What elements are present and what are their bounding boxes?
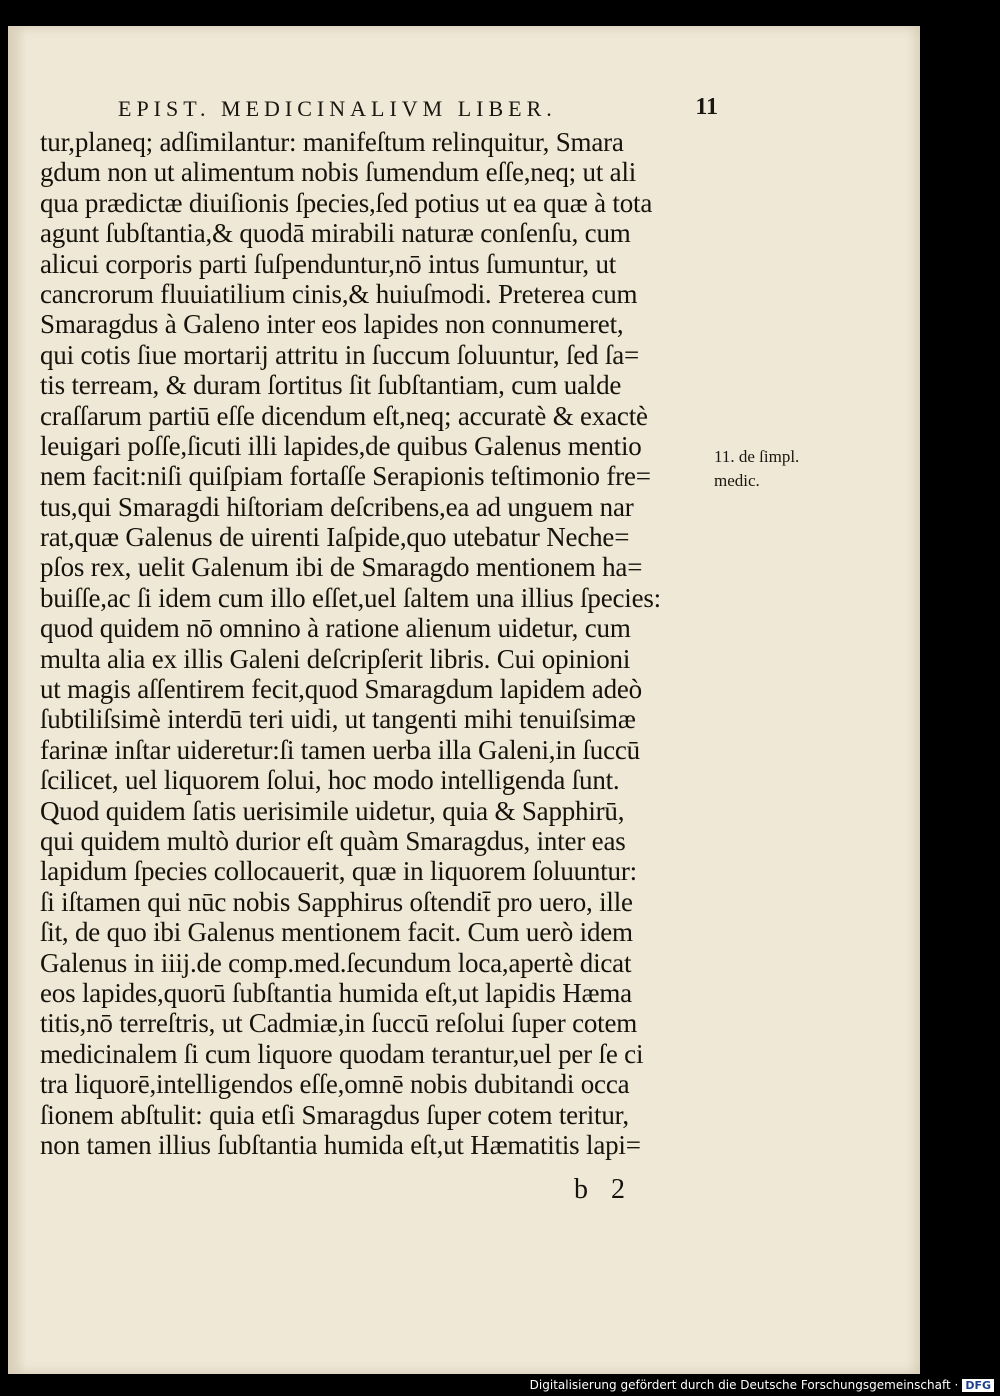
text-line: ſionem abſtulit: quia etſi Smaragdus ſuper cotem teritur, [40,1099,629,1130]
running-header [118,96,718,126]
text-line: tus,qui Smaragdi hiſtoriam deſcribens,ea ad unguem nar [40,491,634,522]
text-line: lapidum ſpecies collocauerit, quæ in liquorem ſoluuntur: [40,856,637,887]
margin-note-line: medic. [714,471,760,490]
text-line: nem facit:niſi quiſpiam fortaſſe Serapionis teſtimonio fre= [40,461,651,492]
text-line: rat,quæ Galenus de uirenti Iaſpide,quo utebatur Neche= [40,522,630,553]
body-text [40,127,708,1160]
text-line: ſcilicet, uel liquorem ſolui, hoc modo intelligenda ſunt. [40,765,620,796]
text-line: ſit, de quo ibi Galenus mentionem facit. Cum uerò idem [40,917,633,948]
text-line: Smaragdus à Galeno inter eos lapides non connumeret, [40,309,624,340]
footer-text: Digitalisierung gefördert durch die Deutsche Forschungsgemeinschaft · [529,1378,959,1392]
text-line: tra liquorē,intelligendos eſſe,omnē nobis dubitandi occa [40,1069,630,1100]
text-line: cancrorum fluuiatilium cinis,& huiuſmodi. Preterea cum [40,278,638,309]
text-line: gdum non ut alimentum nobis ſumendum eſſe,neq; ut ali [40,157,637,188]
text-line: qua prædictæ diuiſionis ſpecies,ſed potius ut ea quæ à tota [40,187,653,218]
text-line: Galenus in iiij.de comp.med.ſecundum loca,apertè dicat [40,947,632,978]
text-line: medicinalem ſi cum liquore quodam terantur,uel per ſe ci [40,1038,644,1069]
text-line: pſos rex, uelit Galenum ibi de Smaragdo mentionem ha= [40,552,643,583]
text-line: alicui corporis parti ſuſpenduntur,nō intus ſumuntur, ut [40,248,617,279]
text-line: craſſarum partiū eſſe dicendum eſt,neq; accuratè & exactè [40,400,648,431]
text-line: non tamen illius ſubſtantia humida eſt,ut Hæmatitis lapi= [40,1129,641,1160]
text-line: farinæ inſtar uideretur:ſi tamen uerba illa Galeni,in ſuccū [40,734,640,765]
text-line: ſi iſtamen qui nūc nobis Sapphirus oſtendit̄ pro uero, ille [40,886,633,917]
text-line: tis terream, & duram ſortitus ſit ſubſtantiam, cum ualde [40,370,622,401]
text-line: ut magis aſſentirem fecit,quod Smaragdum lapidem adeò [40,674,642,705]
text-line: buiſſe,ac ſi idem cum illo eſſet,uel ſaltem una illius ſpecies: [40,582,661,613]
text-line: eos lapides,quorū ſubſtantia humida eſt,ut lapidis Hæma [40,977,632,1008]
text-line: tur,planeq; adſimilantur: manifeſtum relinquitur, Smara [40,127,624,157]
running-title: EPIST. MEDICINALIVM LIBER. [118,96,557,121]
page-gutter-shadow [8,26,26,1374]
text-line: qui quidem multò durior eſt quàm Smaragdus, inter eas [40,825,626,856]
text-line: qui cotis ſiue mortarij attritu in ſuccum ſoluuntur, ſed ſa= [40,339,640,370]
signature-mark: b 2 [574,1174,633,1205]
text-line: ſubtiliſsimè interdū teri uidi, ut tangenti mihi tenuiſsimæ [40,704,636,735]
text-line: quod quidem nō omnino à ratione alienum uidetur, cum [40,613,631,644]
text-line: multa alia ex illis Galeni deſcripſerit libris. Cui opinioni [40,643,631,674]
margin-note-line: 11. de ſimpl. [714,447,800,466]
digitization-footer [530,1378,994,1392]
text-line: Quod quidem ſatis uerisimile uidetur, quia & Sapphirū, [40,795,625,826]
margin-note [714,445,834,493]
page-number: 11 [695,94,718,120]
dfg-logo-icon: DFG [962,1379,994,1392]
text-line: titis,nō terreſtris, ut Cadmiæ,in ſuccū reſolui ſuper cotem [40,1008,638,1039]
text-line: leuigari poſſe,ſicuti illi lapides,de quibus Galenus mentio [40,430,642,461]
text-line: agunt ſubſtantia,& quodā mirabili naturæ conſenſu, cum [40,218,631,249]
